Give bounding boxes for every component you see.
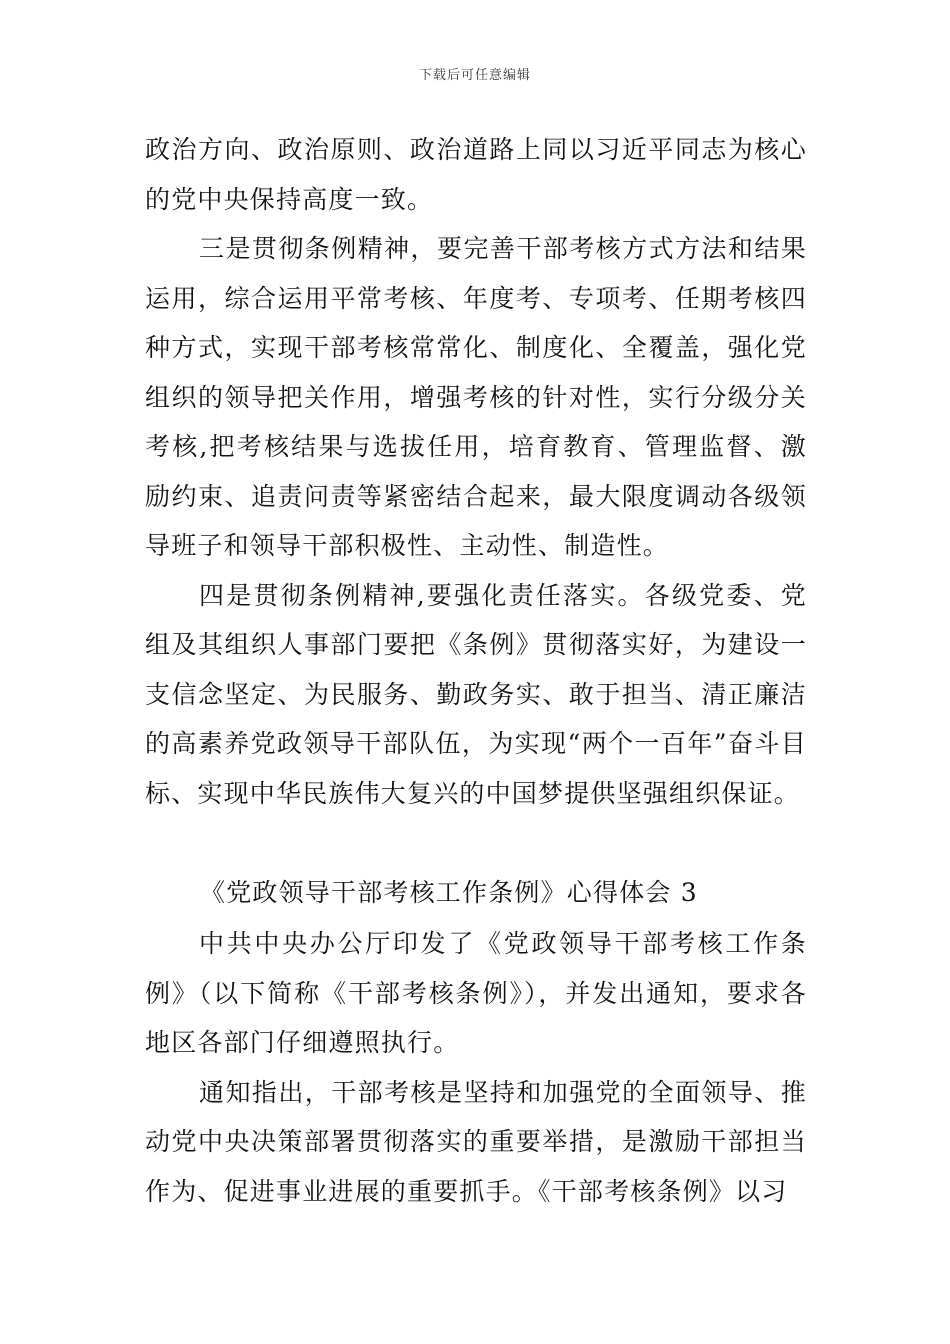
paragraph-notice: 通知指出，干部考核是坚持和加强党的全面领导、推动党中央决策部署贯彻落实的重要举措，是激励干部担当作为、促进事业进展的重要抓手。《干部考核条例》以习 [145, 1077, 807, 1206]
document-body [145, 125, 807, 1216]
paragraph-point-three: 三是贯彻条例精神，要完善干部考核方式方法和结果运用，综合运用平常考核、年度考、专项考、任期考核四种方式，实现干部考核常常化、制度化、全覆盖，强化党组织的领导把关作用，增强考核的针对性，实行分级分关考核,把考核结果与选拔任用，培育教育、管理监督、激励约束、追责问责等紧密结合起来，最大限度调动各级领导班子和领导干部积极性、主动性、制造性。 [145, 234, 807, 560]
header-note: 下载后可任意编辑 [418, 68, 531, 83]
paragraph-continuation: 政治方向、政治原则、政治道路上同以习近平同志为核心的党中央保持高度一致。 [145, 135, 807, 214]
paragraph-point-four: 四是贯彻条例精神,要强化责任落实。各级党委、党组及其组织人事部门要把《条例》贯彻落实好，为建设一支信念坚定、为民服务、勤政务实、敢于担当、清正廉洁的高素养党政领导干部队伍，为实现“两个一百年”奋斗目标、实现中华民族伟大复兴的中国梦提供坚强组织保证。 [145, 580, 807, 808]
paragraph-intro: 中共中央办公厅印发了《党政领导干部考核工作条例》（以下简称《干部考核条例》），并发出通知，要求各地区各部门仔细遵照执行。 [145, 929, 807, 1057]
section-title: 《党政领导干部考核工作条例》心得体会 3 [200, 878, 698, 907]
section-spacer [145, 818, 807, 867]
